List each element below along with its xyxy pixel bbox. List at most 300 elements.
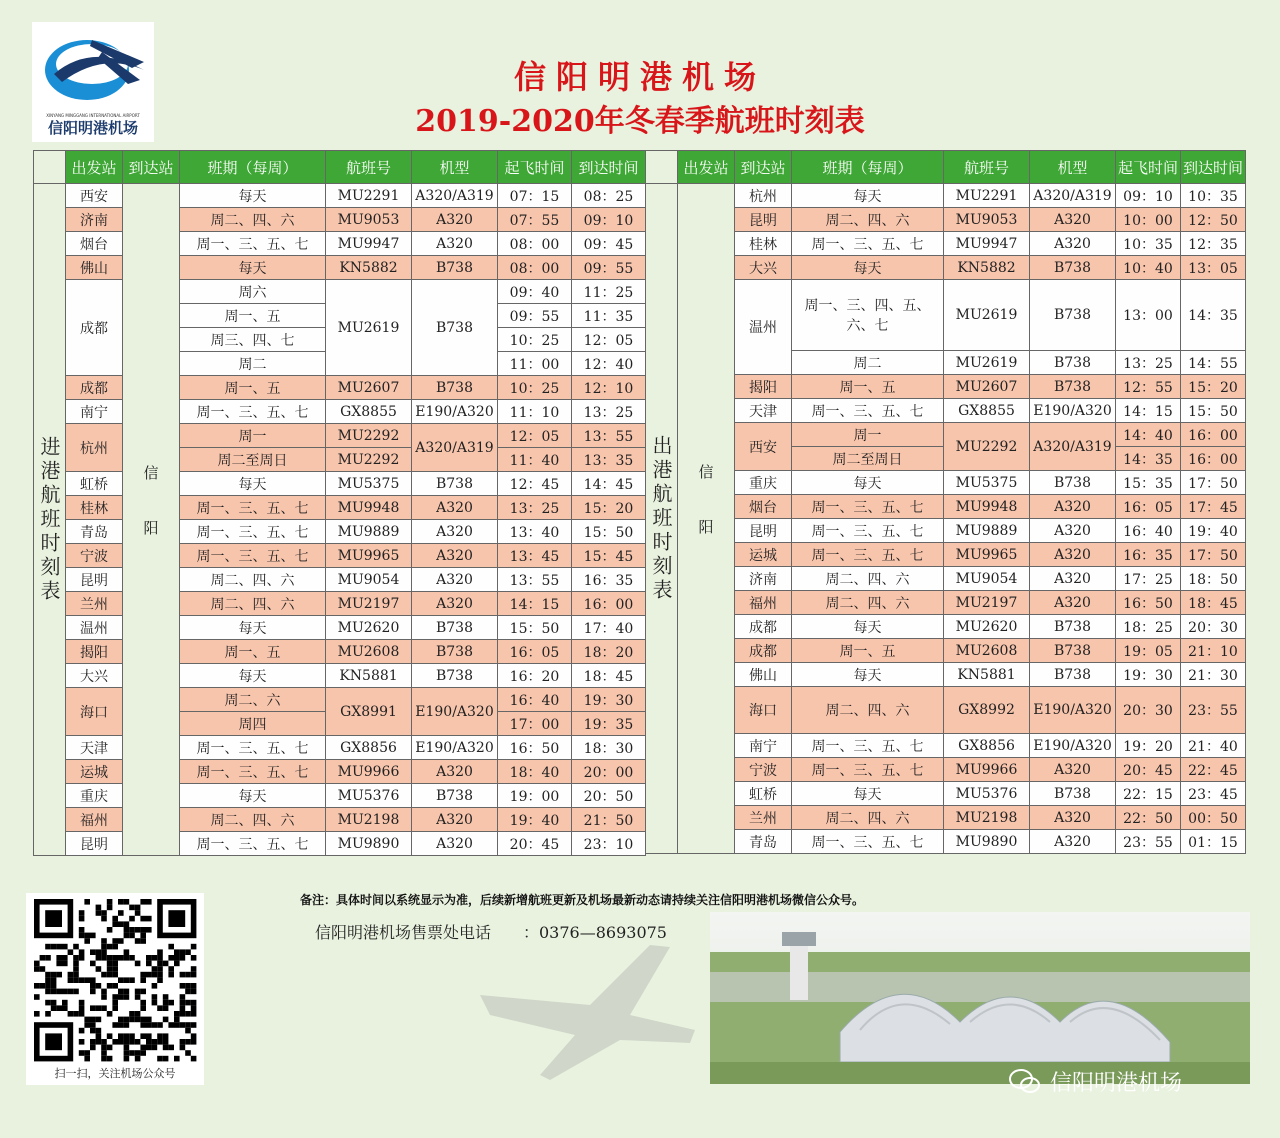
schedule-days: 周一、三、四、五、六、七 — [792, 280, 944, 351]
column-header: 出发站 — [66, 151, 123, 184]
schedule-days: 周二、四、六 — [792, 591, 944, 615]
destination-station: 杭州 — [735, 184, 792, 208]
flight-number: MU9889 — [326, 520, 412, 544]
destination-station: 烟台 — [735, 495, 792, 519]
schedule-days: 每天 — [792, 184, 944, 208]
departure-time: 13：00 — [1116, 280, 1181, 351]
qr-code[interactable] — [26, 893, 204, 1085]
departure-time: 10：35 — [1116, 232, 1181, 256]
column-header: 班期（每周） — [792, 151, 944, 184]
arrival-time: 15：50 — [572, 520, 646, 544]
aircraft-type: B738 — [1030, 639, 1116, 663]
column-header: 起飞时间 — [1116, 151, 1181, 184]
aircraft-type: B738 — [412, 472, 498, 496]
flight-number: MU5375 — [326, 472, 412, 496]
arrival-time: 11：35 — [572, 304, 646, 328]
departure-time: 16：35 — [1116, 543, 1181, 567]
schedule-days: 周一、三、五、七 — [792, 734, 944, 758]
departure-time: 14：40 — [1116, 423, 1181, 447]
arrival-time: 11：25 — [572, 280, 646, 304]
flight-number: MU5376 — [944, 782, 1030, 806]
flight-number: GX8992 — [944, 687, 1030, 734]
arrival-time: 14：35 — [1181, 280, 1246, 351]
destination-station: 昆明 — [735, 208, 792, 232]
destination-station: 桂林 — [735, 232, 792, 256]
schedule-days: 每天 — [792, 782, 944, 806]
aircraft-type: A320 — [1030, 232, 1116, 256]
column-header: 到达时间 — [1181, 151, 1246, 184]
flight-number: GX8856 — [944, 734, 1030, 758]
departure-time: 11：40 — [498, 448, 572, 472]
departure-time: 12：55 — [1116, 375, 1181, 399]
wechat-icon — [1008, 1066, 1042, 1096]
table-row — [646, 758, 1246, 782]
aircraft-type: B738 — [1030, 256, 1116, 280]
schedule-days: 周四 — [180, 712, 326, 736]
departure-time: 22：15 — [1116, 782, 1181, 806]
arrival-time: 00：50 — [1181, 806, 1246, 830]
schedule-days: 每天 — [180, 784, 326, 808]
origin-station: 西安 — [66, 184, 123, 208]
origin-station: 济南 — [66, 208, 123, 232]
arrival-time: 09：45 — [572, 232, 646, 256]
logo-english-name: XINYANG MINGGANG INTERNATIONAL AIRPORT — [46, 113, 140, 118]
table-row — [646, 256, 1246, 280]
table-row — [646, 375, 1246, 399]
flight-number: MU9966 — [326, 760, 412, 784]
departure-time: 13：25 — [498, 496, 572, 520]
departure-time: 14：15 — [1116, 399, 1181, 423]
table-row — [646, 423, 1246, 447]
aircraft-type: B738 — [412, 640, 498, 664]
schedule-days: 周一、五 — [180, 304, 326, 328]
departure-time: 20：45 — [498, 832, 572, 856]
header-corner — [646, 151, 678, 184]
schedule-days: 每天 — [180, 256, 326, 280]
page-subtitle: 2019-2020年冬春季航班时刻表 — [415, 104, 865, 139]
arrival-time: 15：20 — [1181, 375, 1246, 399]
schedule-days: 周二、四、六 — [792, 567, 944, 591]
table-row — [646, 232, 1246, 256]
flight-number: GX8991 — [326, 688, 412, 736]
arrival-time: 21：10 — [1181, 639, 1246, 663]
table-row — [646, 519, 1246, 543]
schedule-days: 每天 — [792, 256, 944, 280]
departure-time: 16：05 — [498, 640, 572, 664]
aircraft-type: A320 — [412, 808, 498, 832]
side-label: 出港航班时刻表 — [646, 184, 678, 854]
schedule-days: 周二至周日 — [792, 447, 944, 471]
arrival-time: 21：30 — [1181, 663, 1246, 687]
aircraft-type: A320 — [412, 568, 498, 592]
flight-number: MU2197 — [944, 591, 1030, 615]
destination-station: 南宁 — [735, 734, 792, 758]
schedule-days: 周一、五 — [180, 376, 326, 400]
schedule-days: 每天 — [180, 616, 326, 640]
aircraft-type: A320 — [412, 496, 498, 520]
schedule-days: 周二、四、六 — [792, 687, 944, 734]
aircraft-type: A320 — [412, 232, 498, 256]
arrival-time: 16：00 — [1181, 423, 1246, 447]
departure-time: 09：10 — [1116, 184, 1181, 208]
arrival-time: 18：30 — [572, 736, 646, 760]
departure-time: 20：30 — [1116, 687, 1181, 734]
aircraft-type: A320 — [1030, 543, 1116, 567]
destination-station: 成都 — [735, 615, 792, 639]
departure-time: 13：25 — [1116, 351, 1181, 375]
arrival-time: 16：00 — [1181, 447, 1246, 471]
aircraft-type: A320/A319 — [412, 424, 498, 472]
table-row — [646, 399, 1246, 423]
table-row — [646, 567, 1246, 591]
aircraft-type: A320 — [1030, 567, 1116, 591]
destination-station: 兰州 — [735, 806, 792, 830]
origin-station: 福州 — [66, 808, 123, 832]
table-row — [646, 687, 1246, 734]
aircraft-type: B738 — [1030, 782, 1116, 806]
departure-time: 19：20 — [1116, 734, 1181, 758]
arrival-time: 17：45 — [1181, 495, 1246, 519]
arrival-time: 23：55 — [1181, 687, 1246, 734]
origin-station: 南宁 — [66, 400, 123, 424]
flight-number: MU9054 — [326, 568, 412, 592]
departure-time: 12：05 — [498, 424, 572, 448]
aircraft-type: A320/A319 — [1030, 184, 1116, 208]
schedule-days: 每天 — [792, 615, 944, 639]
flight-number: MU9889 — [944, 519, 1030, 543]
departure-time: 15：35 — [1116, 471, 1181, 495]
departure-time: 13：55 — [498, 568, 572, 592]
departure-time: 09：55 — [498, 304, 572, 328]
schedule-days: 周二至周日 — [180, 448, 326, 472]
arrival-time: 13：25 — [572, 400, 646, 424]
aircraft-type: B738 — [412, 664, 498, 688]
schedule-days: 周二、六 — [180, 688, 326, 712]
column-header: 起飞时间 — [498, 151, 572, 184]
schedule-days: 周二、四、六 — [180, 208, 326, 232]
aircraft-type: A320/A319 — [1030, 423, 1116, 471]
arrival-time: 19：30 — [572, 688, 646, 712]
schedule-days: 周一 — [180, 424, 326, 448]
arrival-time: 21：50 — [572, 808, 646, 832]
flight-number: MU9053 — [326, 208, 412, 232]
origin-station: 兰州 — [66, 592, 123, 616]
destination-station: 运城 — [735, 543, 792, 567]
departures-table — [645, 150, 1246, 854]
flight-number: MU5375 — [944, 471, 1030, 495]
flight-number: GX8855 — [944, 399, 1030, 423]
departure-time: 15：50 — [498, 616, 572, 640]
departure-time: 13：45 — [498, 544, 572, 568]
origin-station: 揭阳 — [66, 640, 123, 664]
flight-number: MU2608 — [326, 640, 412, 664]
table-header-row — [646, 151, 1246, 184]
aircraft-type: A320 — [412, 760, 498, 784]
side-label: 进港航班时刻表 — [34, 184, 66, 856]
arrival-time: 18：45 — [1181, 591, 1246, 615]
flight-number: GX8856 — [326, 736, 412, 760]
arrival-time: 12：05 — [572, 328, 646, 352]
aircraft-type: B738 — [1030, 615, 1116, 639]
schedule-days: 周一、三、五、七 — [180, 544, 326, 568]
flight-number: MU2198 — [326, 808, 412, 832]
aircraft-type: E190/A320 — [412, 400, 498, 424]
flight-number: MU2620 — [944, 615, 1030, 639]
flight-number: MU9947 — [326, 232, 412, 256]
arrivals-table — [33, 150, 646, 856]
schedule-days: 周一、五 — [792, 639, 944, 663]
column-header: 班期（每周） — [180, 151, 326, 184]
departure-time: 10：25 — [498, 328, 572, 352]
origin-station: 温州 — [66, 616, 123, 640]
aircraft-type: A320 — [1030, 208, 1116, 232]
arrival-time: 14：45 — [572, 472, 646, 496]
origin-station: 佛山 — [66, 256, 123, 280]
arrival-time: 12：10 — [572, 376, 646, 400]
departure-time: 13：40 — [498, 520, 572, 544]
table-row — [646, 495, 1246, 519]
terminal-photo — [710, 912, 1250, 1084]
schedule-days: 周一、三、五、七 — [792, 758, 944, 782]
departure-time: 09：40 — [498, 280, 572, 304]
departure-time: 07：55 — [498, 208, 572, 232]
arrival-time: 22：45 — [1181, 758, 1246, 782]
schedule-days: 周一、五 — [792, 375, 944, 399]
arrival-time: 21：40 — [1181, 734, 1246, 758]
flight-number: MU2197 — [326, 592, 412, 616]
arrival-time: 23：45 — [1181, 782, 1246, 806]
flight-number: KN5881 — [944, 663, 1030, 687]
arrival-time: 17：50 — [1181, 471, 1246, 495]
arrival-time: 12：40 — [572, 352, 646, 376]
arrival-time: 16：00 — [572, 592, 646, 616]
arrival-time: 08：25 — [572, 184, 646, 208]
arrival-time: 01：15 — [1181, 830, 1246, 854]
arrival-time: 09：10 — [572, 208, 646, 232]
aircraft-type: A320 — [1030, 591, 1116, 615]
flight-number: GX8855 — [326, 400, 412, 424]
ticket-phone: 信阳明港机场售票处电话 ：0376—8693075 — [315, 923, 667, 942]
arrival-time: 20：30 — [1181, 615, 1246, 639]
qr-code-icon — [26, 893, 204, 1063]
aircraft-type: B738 — [1030, 351, 1116, 375]
flight-number: KN5882 — [944, 256, 1030, 280]
arrival-time: 17：50 — [1181, 543, 1246, 567]
aircraft-type: E190/A320 — [1030, 734, 1116, 758]
aircraft-type: A320 — [1030, 830, 1116, 854]
table-row — [646, 639, 1246, 663]
departure-time: 07：15 — [498, 184, 572, 208]
schedule-days: 周一、三、五、七 — [180, 520, 326, 544]
arrival-time: 19：40 — [1181, 519, 1246, 543]
table-row — [646, 543, 1246, 567]
plane-silhouette-icon — [470, 935, 700, 1085]
column-header: 机型 — [412, 151, 498, 184]
departure-time: 19：05 — [1116, 639, 1181, 663]
terminal-building-icon — [710, 912, 1250, 1084]
table-row — [646, 208, 1246, 232]
arrival-time: 20：50 — [572, 784, 646, 808]
schedule-days: 周一、三、五、七 — [180, 760, 326, 784]
departure-time: 12：45 — [498, 472, 572, 496]
flight-number: MU2619 — [326, 280, 412, 376]
arrival-time: 18：20 — [572, 640, 646, 664]
aircraft-type: B738 — [412, 616, 498, 640]
arrival-time: 12：35 — [1181, 232, 1246, 256]
flight-number: MU2607 — [944, 375, 1030, 399]
arrival-time: 15：50 — [1181, 399, 1246, 423]
aircraft-type: B738 — [412, 256, 498, 280]
aircraft-type: A320 — [1030, 806, 1116, 830]
schedule-days: 周一、三、五、七 — [180, 736, 326, 760]
flight-number: MU5376 — [326, 784, 412, 808]
schedule-days: 周二 — [792, 351, 944, 375]
destination-station: 天津 — [735, 399, 792, 423]
aircraft-type: E190/A320 — [1030, 399, 1116, 423]
departure-time: 10：40 — [1116, 256, 1181, 280]
schedule-days: 周一、三、五、七 — [792, 232, 944, 256]
destination-station: 重庆 — [735, 471, 792, 495]
schedule-days: 周一、三、五、七 — [792, 543, 944, 567]
table-row — [646, 471, 1246, 495]
schedule-days: 周一、三、五、七 — [180, 232, 326, 256]
schedule-days: 周一、三、五、七 — [792, 495, 944, 519]
departure-time: 19：30 — [1116, 663, 1181, 687]
origin-station: 成都 — [66, 280, 123, 376]
column-header: 出发站 — [678, 151, 735, 184]
schedule-days: 周一、三、五、七 — [180, 400, 326, 424]
flight-number: MU2292 — [326, 448, 412, 472]
flight-number: MU2198 — [944, 806, 1030, 830]
table-row — [646, 184, 1246, 208]
schedule-days: 周一、三、五、七 — [792, 830, 944, 854]
destination-station: 揭阳 — [735, 375, 792, 399]
column-header: 到达站 — [123, 151, 180, 184]
arrival-time: 09：55 — [572, 256, 646, 280]
departure-time: 16：05 — [1116, 495, 1181, 519]
arrival-time: 19：35 — [572, 712, 646, 736]
aircraft-type: E190/A320 — [412, 736, 498, 760]
arrival-time: 17：40 — [572, 616, 646, 640]
table-row — [646, 806, 1246, 830]
header-corner — [34, 151, 66, 184]
origin-station: 成都 — [66, 376, 123, 400]
destination-station: 昆明 — [735, 519, 792, 543]
flight-number: MU9948 — [944, 495, 1030, 519]
arrival-time: 20：00 — [572, 760, 646, 784]
schedule-days: 每天 — [792, 663, 944, 687]
schedule-days: 周三、四、七 — [180, 328, 326, 352]
destination-station: 宁波 — [735, 758, 792, 782]
schedule-days: 每天 — [180, 472, 326, 496]
origin-station: 虹桥 — [66, 472, 123, 496]
column-header: 机型 — [1030, 151, 1116, 184]
aircraft-type: A320/A319 — [412, 184, 498, 208]
flight-number: MU2291 — [326, 184, 412, 208]
column-header: 航班号 — [326, 151, 412, 184]
destination-station: 济南 — [735, 567, 792, 591]
departure-time: 17：25 — [1116, 567, 1181, 591]
departure-time: 08：00 — [498, 256, 572, 280]
arrival-time: 23：10 — [572, 832, 646, 856]
origin-station: 信阳 — [678, 184, 735, 854]
qr-caption: 扫一扫，关注机场公众号 — [54, 1067, 176, 1080]
flight-number: KN5882 — [326, 256, 412, 280]
flight-number: MU9965 — [944, 543, 1030, 567]
aircraft-type: A320 — [412, 208, 498, 232]
departure-time: 11：10 — [498, 400, 572, 424]
departure-time: 08：00 — [498, 232, 572, 256]
arrival-time: 18：45 — [572, 664, 646, 688]
origin-station: 烟台 — [66, 232, 123, 256]
aircraft-type: B738 — [1030, 280, 1116, 351]
departure-time: 16：50 — [1116, 591, 1181, 615]
aircraft-type: A320 — [412, 592, 498, 616]
schedule-days: 周一、五 — [180, 640, 326, 664]
destination-station: 信阳 — [123, 184, 180, 856]
schedule-days: 周一、三、五、七 — [792, 399, 944, 423]
aircraft-type: B738 — [1030, 663, 1116, 687]
departure-time: 22：50 — [1116, 806, 1181, 830]
arrival-time: 18：50 — [1181, 567, 1246, 591]
aircraft-type: B738 — [412, 784, 498, 808]
aircraft-type: B738 — [1030, 471, 1116, 495]
destination-station: 温州 — [735, 280, 792, 375]
destination-station: 成都 — [735, 639, 792, 663]
flight-number: MU9947 — [944, 232, 1030, 256]
origin-station: 桂林 — [66, 496, 123, 520]
aircraft-type: B738 — [412, 376, 498, 400]
schedule-days: 周二、四、六 — [180, 592, 326, 616]
schedule-days: 周一、三、五、七 — [180, 832, 326, 856]
schedule-days: 周二、四、六 — [180, 808, 326, 832]
flight-number: MU2608 — [944, 639, 1030, 663]
flight-number: MU9948 — [326, 496, 412, 520]
flight-number: MU9966 — [944, 758, 1030, 782]
departure-time: 19：00 — [498, 784, 572, 808]
flight-number: MU2292 — [326, 424, 412, 448]
flight-number: MU9053 — [944, 208, 1030, 232]
schedule-days: 周二、四、六 — [792, 806, 944, 830]
aircraft-type: A320 — [412, 832, 498, 856]
schedule-days: 周一、三、五、七 — [180, 496, 326, 520]
flight-number: MU9965 — [326, 544, 412, 568]
origin-station: 运城 — [66, 760, 123, 784]
aircraft-type: B738 — [1030, 375, 1116, 399]
column-header: 到达站 — [735, 151, 792, 184]
destination-station: 佛山 — [735, 663, 792, 687]
aircraft-type: A320 — [1030, 495, 1116, 519]
departure-time: 14：15 — [498, 592, 572, 616]
origin-station: 昆明 — [66, 832, 123, 856]
table-header-row — [34, 151, 646, 184]
departure-time: 16：50 — [498, 736, 572, 760]
flight-number: MU2292 — [944, 423, 1030, 471]
destination-station: 青岛 — [735, 830, 792, 854]
table-row — [34, 184, 646, 208]
flight-number: MU9890 — [326, 832, 412, 856]
schedule-days: 周二、四、六 — [792, 208, 944, 232]
origin-station: 青岛 — [66, 520, 123, 544]
footnote: 备注：具体时间以系统显示为准，后续新增航班更新及机场最新动态请持续关注信阳明港机场微信公众号。 — [300, 893, 865, 907]
aircraft-type: E190/A320 — [412, 688, 498, 736]
table-row — [646, 734, 1246, 758]
column-header: 到达时间 — [572, 151, 646, 184]
flight-number: MU9890 — [944, 830, 1030, 854]
page-title: 信阳明港机场 — [513, 58, 766, 96]
origin-station: 天津 — [66, 736, 123, 760]
departure-time: 23：55 — [1116, 830, 1181, 854]
